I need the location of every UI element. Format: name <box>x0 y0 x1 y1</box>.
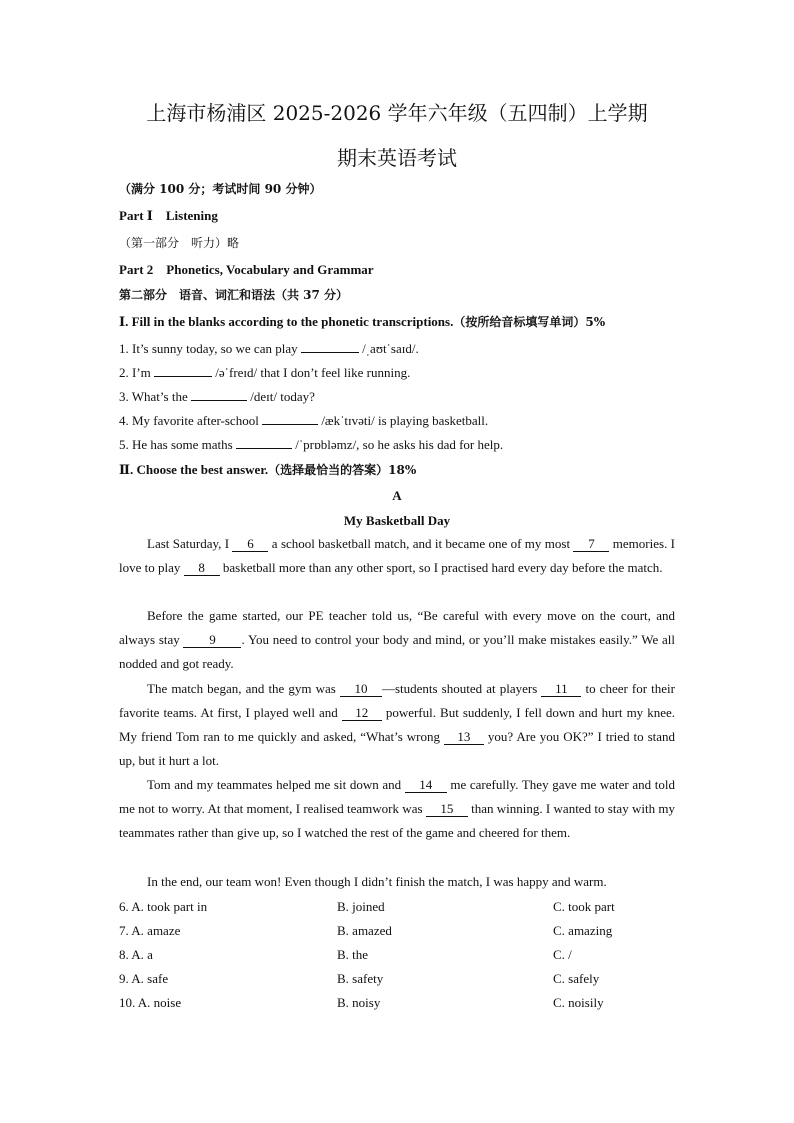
item-phonetic: /əˈfreɪd/ that I don’t feel like running. <box>212 365 411 380</box>
passage-paragraph-5: In the end, our team won! Even though I didn’t finish the match, I was happy and warm. <box>147 874 607 889</box>
answer-blank[interactable] <box>262 424 318 425</box>
passage-label: A <box>392 488 402 503</box>
item-phonetic: /ækˈtɪvəti/ is playing basketball. <box>318 413 489 428</box>
option-9b[interactable]: B. safety <box>337 971 384 986</box>
section1-item-1 <box>119 341 675 357</box>
section1-item-3 <box>119 389 675 405</box>
blank-11[interactable]: 11 <box>541 681 581 697</box>
paragraph-text: powerful. But suddenly, I fell down and hurt my knee. My friend Tom ran to me quickly and asked, “What’s wrong <box>119 705 675 744</box>
part1-title: Part Ⅰ Listening <box>119 208 218 223</box>
answer-blank[interactable] <box>154 376 212 377</box>
option-8b[interactable]: B. the <box>337 947 369 962</box>
option-10c[interactable]: C. noisily <box>553 995 604 1010</box>
passage-paragraph-4 <box>119 773 675 845</box>
answer-blank[interactable] <box>236 448 292 449</box>
passage-title: My Basketball Day <box>343 513 451 528</box>
blank-12[interactable]: 12 <box>342 705 382 721</box>
section2-heading-en: Ⅱ. Choose the best answer. <box>119 462 269 477</box>
paragraph-text: memories. I love to play <box>119 536 676 575</box>
exam-title-line1: 上海市杨浦区 2025-2026 学年六年级（五四制）上学期 <box>146 101 648 125</box>
option-10a[interactable]: 10. A. noise <box>119 995 182 1010</box>
blank-9[interactable]: 9 <box>183 632 241 648</box>
option-9c[interactable]: C. safely <box>553 971 600 986</box>
item-text: 5. He has some maths <box>119 437 236 452</box>
part1-cn: （第一部分 听力）略 <box>119 236 240 250</box>
passage-paragraph-3 <box>119 677 675 773</box>
option-7a[interactable]: 7. A. amaze <box>119 923 181 938</box>
section2-heading <box>119 462 675 478</box>
paragraph-text: The match began, and the gym was <box>147 681 340 696</box>
answer-blank[interactable] <box>301 352 359 353</box>
option-7c[interactable]: C. amazing <box>553 923 613 938</box>
passage-paragraph-1 <box>119 532 675 580</box>
section1-item-2 <box>119 365 675 381</box>
paragraph-text: —students shouted at players <box>381 681 542 696</box>
option-6a[interactable]: 6. A. took part in <box>119 899 208 914</box>
paragraph-text: me carefully. They gave me water and told me not to worry. At that moment, I realised teamwork was <box>119 777 675 816</box>
section1-heading-en: Ⅰ. Fill in the blanks according to the phonetic transcriptions. <box>119 314 454 329</box>
item-phonetic: /ˈprɒbləmz/, so he asks his dad for help. <box>291 437 504 452</box>
option-7b[interactable]: B. amazed <box>337 923 392 938</box>
item-text: 2. I’m <box>119 365 155 380</box>
item-phonetic: /ˌaʊtˈsaɪd/. <box>358 341 419 356</box>
paragraph-text: to cheer for their favorite teams. At first, I played well and <box>119 681 675 720</box>
option-8c[interactable]: C. / <box>553 947 572 962</box>
blank-6[interactable]: 6 <box>232 536 268 552</box>
paragraph-text: Before the game started, our PE teacher told us, “Be careful with every move on the court, and always stay <box>119 608 675 647</box>
section2-heading-cn: （选择最恰当的答案）18% <box>268 463 417 477</box>
blank-8[interactable]: 8 <box>184 560 220 576</box>
item-text: 3. What’s the <box>119 389 191 404</box>
section1-heading-cn: （按所给音标填写单词）5% <box>453 315 606 329</box>
option-10b[interactable]: B. noisy <box>337 995 381 1010</box>
section1-item-5 <box>119 437 675 453</box>
blank-14[interactable]: 14 <box>405 777 447 793</box>
section1-heading <box>119 314 675 330</box>
section1-item-4 <box>119 413 675 429</box>
paragraph-text: Tom and my teammates helped me sit down and <box>147 777 405 792</box>
item-phonetic: /deɪt/ today? <box>246 389 315 404</box>
paragraph-text: basketball more than any other sport, so I practised hard every day before the match. <box>219 560 663 575</box>
paragraph-text: you? Are you OK?” I tried to stand up, but it hurt a lot. <box>119 729 676 768</box>
item-text: 1. It’s sunny today, so we can play <box>119 341 301 356</box>
blank-13[interactable]: 13 <box>444 729 484 745</box>
part2-title: Part 2 Phonetics, Vocabulary and Grammar <box>119 262 374 277</box>
blank-7[interactable]: 7 <box>573 536 609 552</box>
item-text: 4. My favorite after-school <box>119 413 263 428</box>
blank-15[interactable]: 15 <box>426 801 468 817</box>
exam-title-line2: 期末英语考试 <box>337 146 457 170</box>
passage-paragraph-2 <box>119 604 675 676</box>
paragraph-text: . You need to control your body and mind, or you’ll make mistakes easily.” We all nodded and got ready. <box>119 632 675 671</box>
answer-blank[interactable] <box>191 400 247 401</box>
option-6b[interactable]: B. joined <box>337 899 385 914</box>
part2-cn: 第二部分 语音、词汇和语法（共 37 分） <box>119 288 349 302</box>
blank-10[interactable]: 10 <box>340 681 382 697</box>
paragraph-text: a school basketball match, and it became one of my most <box>268 536 574 551</box>
option-6c[interactable]: C. took part <box>553 899 615 914</box>
paragraph-text: Last Saturday, I <box>147 536 233 551</box>
paragraph-text: than winning. I wanted to stay with my teammates rather than give up, so I watched the rest of the game and cheered for them. <box>119 801 676 840</box>
exam-info: （满分 100 分；考试时间 90 分钟） <box>119 182 322 196</box>
option-9a[interactable]: 9. A. safe <box>119 971 169 986</box>
option-8a[interactable]: 8. A. a <box>119 947 153 962</box>
